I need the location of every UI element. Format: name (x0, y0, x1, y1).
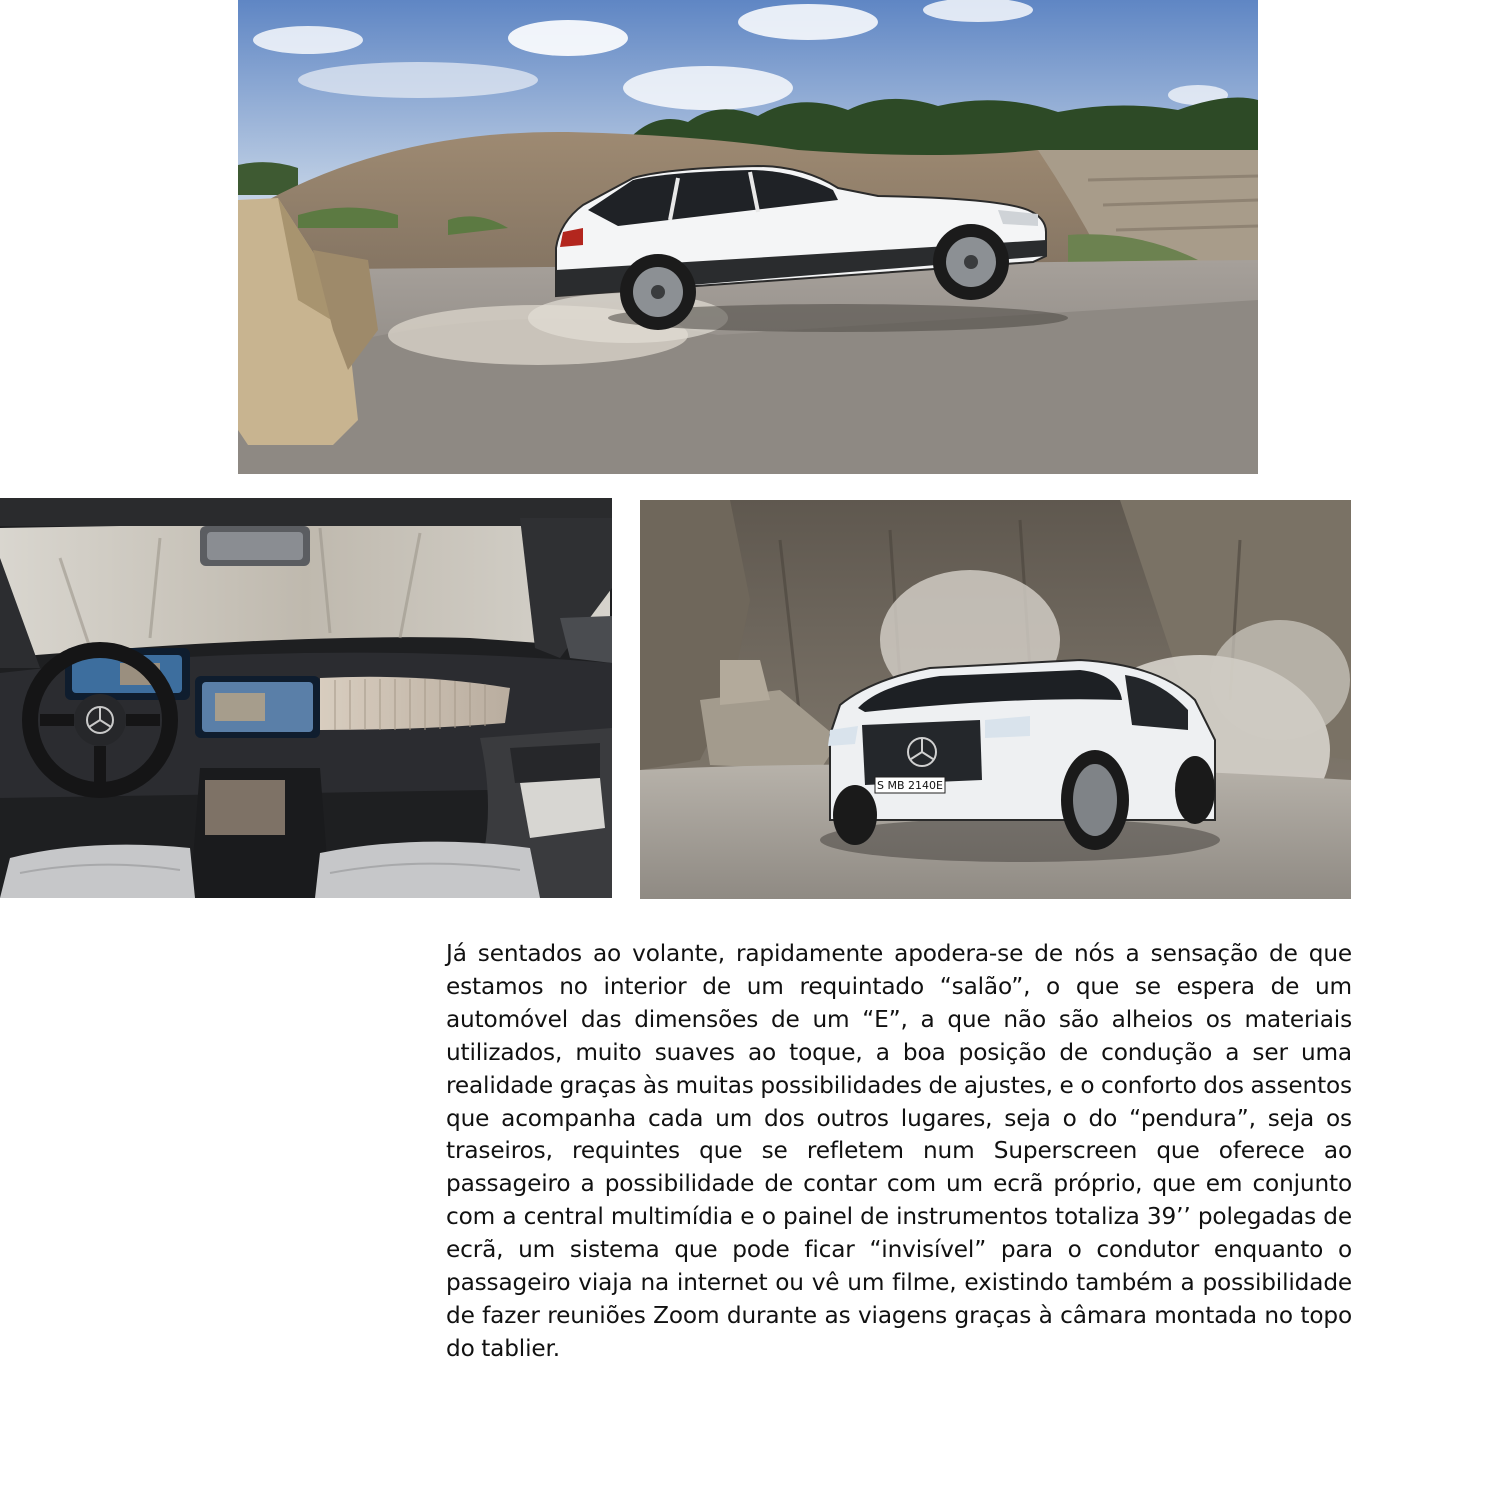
photo-wagon-front-dust (640, 500, 1351, 899)
photo-interior-graphic (0, 498, 612, 898)
photo-offroad-wagon (238, 0, 1258, 474)
photo-offroad-wagon-graphic (238, 0, 1258, 474)
photo-wagon-front-graphic (640, 500, 1351, 899)
photo-interior-dashboard (0, 498, 612, 898)
article-paragraph: Já sentados ao volante, rapidamente apodera-se de nós a sensação de que estamos no interior de um requintado “salão”, o que se espera de um automóvel das dimensões de um “E”, a que não são alheios os materiais utilizados, muito suaves ao toque, a boa posição de condução a ser uma realidade graças às muitas possibilidades de ajustes, e o conforto dos assentos que acompanha cada um dos outros lugares, seja o do “pendura”, seja os traseiros, requintes que se refletem num Superscreen que oferece ao passageiro a possibilidade de contar com um ecrã próprio, que em conjunto com a central multimídia e o painel de instrumentos totaliza 39’’ polegadas de ecrã, um sistema que pode ficar “invisível” para o condutor enquanto o passageiro viaja na internet ou vê um filme, existindo também a possibilidade de fazer reuniões Zoom durante as viagens graças à câmara montada no topo do tablier. (446, 940, 1352, 1362)
license-plate: S MB 2140E (877, 779, 943, 792)
